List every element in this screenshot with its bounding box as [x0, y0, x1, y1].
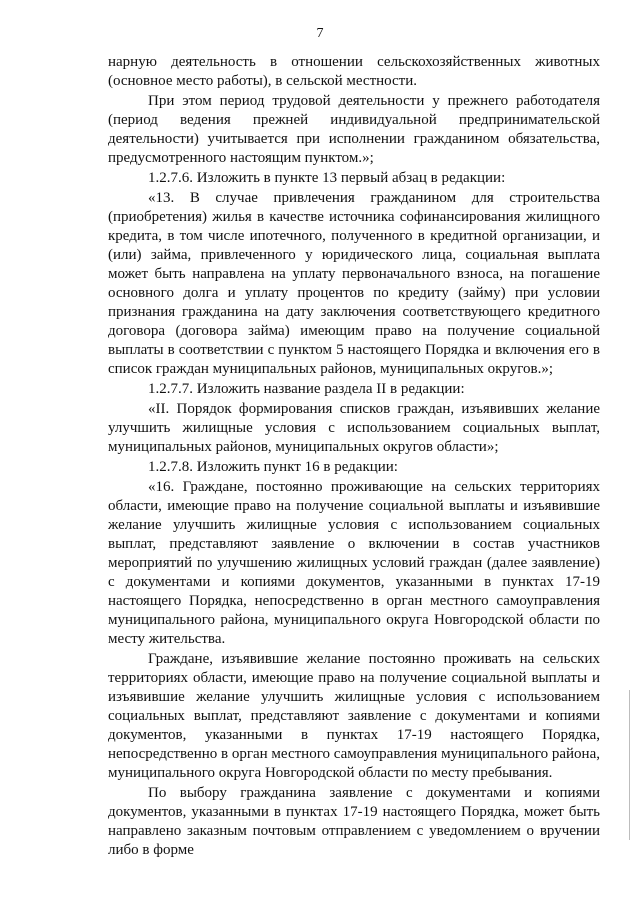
- paragraph-section-ii-title: «II. Порядок формирования списков граждан, изъявивших желание улучшить жилищные условия с использованием социальных выплат, муниципальных районов, муниципальных округов области»;: [108, 401, 600, 455]
- paragraph-place-of-stay: Граждане, изъявившие желание постоянно проживать на сельских территориях области, имеющие право на получение социальной выплаты и изъявившие желание улучшить жилищные условия с использованием социальных выплат, представляют заявление с документами и копиями документов, указанными в пунктах 17-19 настоящего Порядка, непосредственно в орган местного самоуправления муниципального района, муниципального округа Новгородской области по месту пребывания.: [108, 651, 600, 781]
- paragraph-clause-16: «16. Граждане, постоянно проживающие на сельских территориях области, имеющие право на получение социальной выплаты и изъявившие желание улучшить жилищные условия с использованием социальных выплат, представляют заявление о включении в состав участников мероприятий по улучшению жилищных условий граждан (далее заявление) с документами и копиями документов, указанными в пунктах 17-19 настоящего Порядка, непосредственно в орган местного самоуправления муниципального района, муниципального округа Новгородской области по месту жительства.: [108, 479, 600, 647]
- paragraph-amendment-1-2-7-6: 1.2.7.6. Изложить в пункте 13 первый абзац в редакции:: [148, 170, 506, 186]
- paragraph-work-period: При этом период трудовой деятельности у прежнего работодателя (период ведения прежней индивидуальной предпринимательской деятельности) учитывается при исполнении гражданином обязательства, предусмотренного настоящим пунктом.»;: [108, 93, 600, 166]
- document-body: [108, 53, 600, 861]
- page-number: 7: [316, 26, 324, 41]
- paragraph-amendment-1-2-7-7: 1.2.7.7. Изложить название раздела II в редакции:: [148, 381, 465, 397]
- paragraph-postal-submission: По выбору гражданина заявление с документами и копиями документов, указанными в пунктах 17-19 настоящего Порядка, может быть направлено заказным почтовым отправлением с уведомлением о вручении либо в форме: [108, 785, 600, 858]
- scan-edge-mark: [629, 690, 630, 840]
- paragraph-continuation: нарную деятельность в отношении сельскохозяйственных животных (основное место работы), в сельской местности.: [108, 54, 600, 89]
- paragraph-clause-13: «13. В случае привлечения гражданином для строительства (приобретения) жилья в качестве источника софинансирования жилищного кредита, в том числе ипотечного, полученного в кредитной организации, и (или) займа, привлеченного у юридического лица, социальная выплата может быть направлена на уплату первоначального взноса, на погашение основного долга и уплату процентов по кредиту (займу) при условии признания гражданина на дату заключения соответствующего кредитного договора (договора займа) имеющим право на получение социальной выплаты в соответствии с пунктом 5 настоящего Порядка и включения его в список граждан муниципальных районов, муниципальных округов.»;: [108, 190, 600, 377]
- paragraph-amendment-1-2-7-8: 1.2.7.8. Изложить пункт 16 в редакции:: [148, 459, 398, 475]
